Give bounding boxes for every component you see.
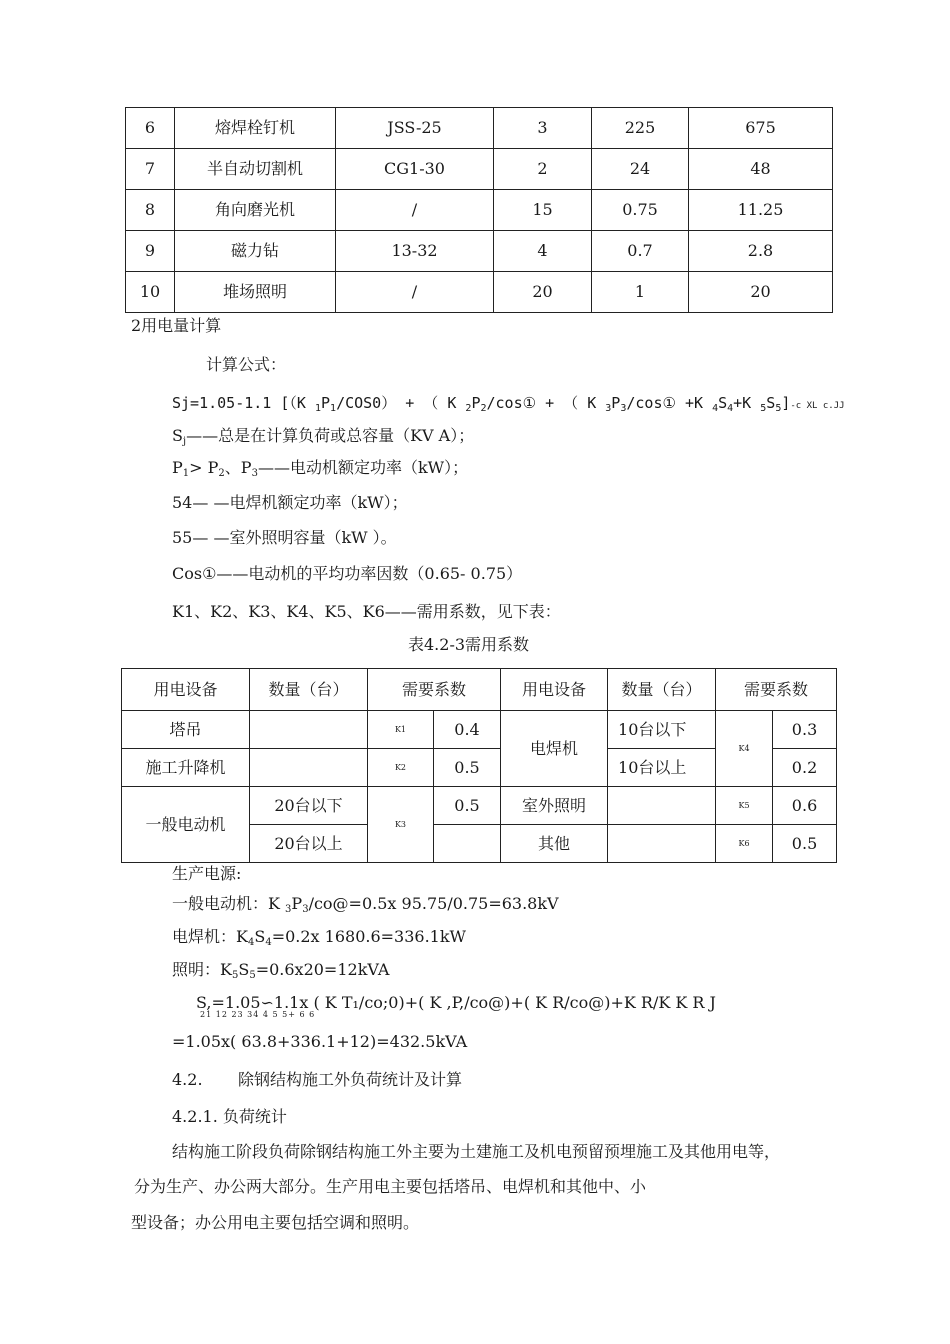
cell-motor: 一般电动机: [122, 787, 250, 863]
cell-model: CG1-30: [336, 149, 494, 190]
cell-k4: K4: [716, 711, 773, 787]
production-power-label: 生产电源:: [172, 864, 242, 883]
cell-k2: K2: [368, 749, 434, 787]
cell-unit-power: 0.75: [592, 190, 689, 231]
section-42-number: 4.2.: [172, 1070, 203, 1089]
cell-hoist: 施工升降机: [122, 749, 250, 787]
cell-other: 其他: [501, 825, 608, 863]
cell-total-power: 11.25: [689, 190, 833, 231]
cell-quantity: 20: [494, 272, 592, 313]
cell-k5-value: 0.6: [773, 787, 837, 825]
cell-k4-value-a: 0.3: [773, 711, 837, 749]
calc-total-formula: S,=1.05∽1.1x ( K T₁/co;0)+( K ,P,/co@)+( K R/co@)+K R/K K R J: [196, 993, 716, 1012]
equipment-table: [125, 107, 833, 313]
paragraph-line-3: 型设备；办公用电主要包括空调和照明。: [131, 1213, 420, 1232]
cell-k6-value: 0.5: [773, 825, 837, 863]
calc-lighting: 照明：$K_5S_5=0.6x20=12kVA$: [172, 960, 390, 981]
calc-total-subscripts: 21 12 23 34 4 5 5+ 6 6: [200, 1010, 316, 1019]
header-count-2: 数量（台）: [608, 669, 716, 711]
cell-device-name: 堆场照明: [175, 272, 336, 313]
cell-below10: 10台以下: [608, 711, 716, 749]
cell-total-power: 675: [689, 108, 833, 149]
cell-index: 7: [126, 149, 175, 190]
section-421-title: 4.2.1. 负荷统计: [172, 1107, 287, 1126]
header-device-2: 用电设备: [501, 669, 608, 711]
header-coefficient-2: 需要系数: [716, 669, 837, 711]
cell-index: 9: [126, 231, 175, 272]
cell-outdoor-lighting: 室外照明: [501, 787, 608, 825]
table2-caption: 表4.2-3需用系数: [408, 635, 530, 654]
cell-index: 8: [126, 190, 175, 231]
cell-total-power: 2.8: [689, 231, 833, 272]
cell-unit-power: 24: [592, 149, 689, 190]
section-42-title: 除钢结构施工外负荷统计及计算: [238, 1070, 463, 1089]
calc-welder: 电焊机：$K_4S_4=0.2x$ 1680.6=336.1kW: [172, 927, 466, 948]
cell-k2-value: 0.5: [434, 749, 501, 787]
cell-model: 13-32: [336, 231, 494, 272]
cell-model: /: [336, 190, 494, 231]
cell-model: JSS-25: [336, 108, 494, 149]
cell-empty: [250, 711, 368, 749]
cell-total-power: 20: [689, 272, 833, 313]
cell-above20: 20台以上: [250, 825, 368, 863]
table-row: [126, 190, 833, 231]
cell-empty: [608, 787, 716, 825]
cell-k4-value-b: 0.2: [773, 749, 837, 787]
definition-k: K1、K2、K3、K4、K5、K6——需用系数，见下表：: [172, 602, 561, 621]
cell-device-name: 半自动切割机: [175, 149, 336, 190]
cell-above10: 10台以上: [608, 749, 716, 787]
calc-result: =1.05x( 63.8+336.1+12)=432.5kVA: [172, 1032, 468, 1051]
paragraph-line-2: 分为生产、办公两大部分。生产用电主要包括塔吊、电焊机和其他中、小: [134, 1177, 647, 1196]
table-row: [126, 272, 833, 313]
paragraph-line-1: 结构施工阶段负荷除钢结构施工外主要为土建施工及机电预留预埋施工及其他用电等，: [172, 1142, 781, 1161]
definition-p: $P_1> P_2$、$P_3——$电动机额定功率（kW）；: [172, 458, 469, 479]
definition-54: 54— —电焊机额定功率（kW）；: [172, 493, 408, 512]
cell-k1-value: 0.4: [434, 711, 501, 749]
definition-sj: $S_j——$总是在计算负荷或总容量（KV A）；: [172, 426, 475, 447]
cell-unit-power: 225: [592, 108, 689, 149]
calc-motor: 一般电动机：K $_3P_3/co@=0.5x$ 95.75/0.75=63.8kV: [172, 894, 559, 915]
cell-total-power: 48: [689, 149, 833, 190]
cell-device-name: 熔焊栓钉机: [175, 108, 336, 149]
cell-below20: 20台以下: [250, 787, 368, 825]
formula-line: Sj=1.05-1.1 [（K $_1P_1/COS0$） + （ K $_2P_2$/cos① + （ K $_3P_3$/cos① +K $_4S_4+K$ $_5S_5]-c$ XL c.JJ: [172, 394, 845, 414]
definition-55: 55— —室外照明容量（kW ）。: [172, 528, 397, 547]
formula-label: 计算公式：: [206, 355, 287, 374]
cell-quantity: 15: [494, 190, 592, 231]
table-row: [126, 149, 833, 190]
cell-k5: K5: [716, 787, 773, 825]
table-row: [126, 108, 833, 149]
cell-device-name: 磁力钻: [175, 231, 336, 272]
cell-quantity: 2: [494, 149, 592, 190]
cell-device-name: 角向磨光机: [175, 190, 336, 231]
cell-k3-value: 0.5: [434, 787, 501, 825]
header-device: 用电设备: [122, 669, 250, 711]
table-row: [126, 231, 833, 272]
header-coefficient: 需要系数: [368, 669, 501, 711]
cell-quantity: 3: [494, 108, 592, 149]
cell-index: 10: [126, 272, 175, 313]
cell-model: /: [336, 272, 494, 313]
cell-welder: 电焊机: [501, 711, 608, 787]
demand-coefficient-table: [121, 668, 837, 863]
cell-index: 6: [126, 108, 175, 149]
cell-empty: [250, 749, 368, 787]
section-usage-title: 2用电量计算: [131, 316, 222, 335]
cell-empty: [608, 825, 716, 863]
cell-tower-crane: 塔吊: [122, 711, 250, 749]
cell-unit-power: 1: [592, 272, 689, 313]
definition-cos: Cos①——电动机的平均功率因数（0.65- 0.75）: [172, 564, 523, 583]
header-count: 数量（台）: [250, 669, 368, 711]
cell-empty: [434, 825, 501, 863]
cell-k3: K3: [368, 787, 434, 863]
cell-k6: K6: [716, 825, 773, 863]
cell-quantity: 4: [494, 231, 592, 272]
cell-k1: K1: [368, 711, 434, 749]
cell-unit-power: 0.7: [592, 231, 689, 272]
